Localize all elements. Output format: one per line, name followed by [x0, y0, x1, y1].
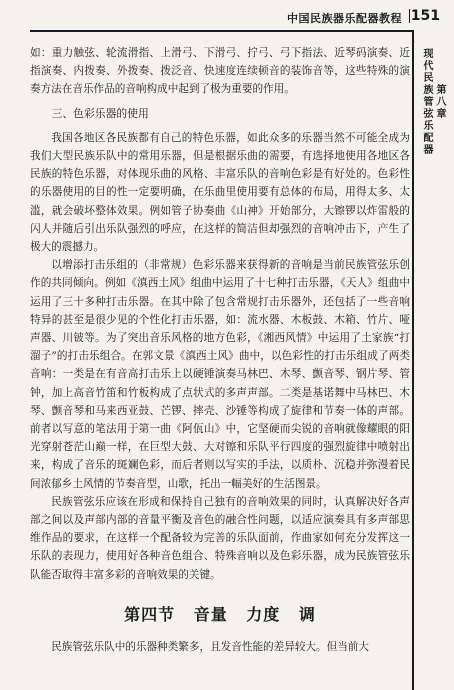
section-title-part: 力度 [246, 604, 281, 624]
section-number: 第四节 [124, 604, 176, 624]
header-rule [30, 30, 414, 32]
chapter-subject: 现代民族管弦乐配器 [421, 48, 432, 156]
paragraph: 民族管弦乐应该在形成和保持自己独有的音响效果的同时，认真解决好各声部之间以及声部内部的音量平衡及音色的融合性问题，以适应演奏具有多声部思维作品的要求，在这样一个配备较为完善的乐队面前，作曲家如何充分发挥这一乐队的表现力，使用好各种音色组合、特殊音响以及色彩乐器，成为民族管弦乐队能否取得丰富多彩的音响效果的关键。 [30, 495, 410, 581]
page-body [30, 44, 410, 656]
section-title-part: 调 [298, 604, 316, 624]
page-header [0, 0, 454, 34]
paragraph: 以增添打击乐组的（非常规）色彩乐器来获得新的音响是当前民族管弦乐创作的共同倾向。例如《滇西土风》组曲中运用了十七种打击乐器，《天人》组曲中运用了三十多种打击乐器。在其中除了包含常规打击乐器外，还包括了一些音响特异的甚至是很少见的个性化打击乐器，如：流水器、木板鼓、木箱、竹片、哑声器、川铍等。为了突出音乐风格的地方色彩，《湘西风情》中运用了土家族“打溜子”的打击乐组合。在郭文景《滇西土风》曲中，以色彩性的打击乐组成了两类音响：一类是在有音高打击乐上以硬锤演奏马林巴、木琴、颤音琴、钢片琴、管钟，加上高音竹笛和竹板构成了点状式的多声声部。二类是基诺舞中马林巴、木琴、颤音琴和马来西亚鼓、芒锣、摔壳、沙锤等构成了旋律和节奏一体的声部。前者以写意的笔法用于第一曲《阿佤山》中，它坚硬而尖锐的音响就像耀眼的阳光穿射苍茫山巅一样，在巨型大鼓、大对镲和乐队平行四度的强烈旋律中喷射出来，构成了音乐的斑斓色彩，而后者则以写实的手法，以质朴、沉稳并弥漫着民间浓郁乡土风情的节奏音型，山歌，托出一幅美好的生活图景。 [30, 259, 410, 490]
paragraph: 民族管弦乐队中的乐器种类繁多，且发音性能的差异较大。但当前大 [51, 641, 369, 654]
book-title: 中国民族器乐配器教程 [287, 12, 402, 25]
chapter-side-tab [418, 48, 446, 156]
page-number: 151 [410, 8, 440, 24]
paragraph: 如：重力触弦、轮流滑指、上滑弓、下滑弓、拧弓、弓下指法、近琴码演奏、近指演奏、内拨奏、外拨奏、拨泛音、快速度连续顿音的装饰音等，这些特殊的演奏方法在音乐作品的音响构成中起到了极为重要的作用。 [30, 47, 410, 96]
side-rule [412, 30, 414, 690]
section-title-part: 音量 [193, 604, 228, 624]
paragraph: 我国各地区各民族都有自己的特色乐器，如此众多的乐器当然不可能全成为我们大型民族乐队中的常用乐器，但是根据乐曲的需要，有选择地使用各地区各民族的特色乐器，对体现乐曲的风格、丰富乐队的音响色彩是有好处的。色彩性的乐器使用的目的性一定要明确，在乐曲里使用要有总体的布局，用得太多、太滥，就会破坏整体效果。例如管子协奏曲《山神》开始部分，大镲锣以炸雷般的闪人并随后引出乐队强烈的呼应，在这样的简洁但却强烈的音响冲击下，产生了极大的震撼力。 [30, 131, 410, 254]
chapter-label: 第八章 [434, 84, 445, 120]
subsection-heading: 三、色彩乐器的使用 [51, 106, 149, 120]
section-title [30, 606, 410, 624]
